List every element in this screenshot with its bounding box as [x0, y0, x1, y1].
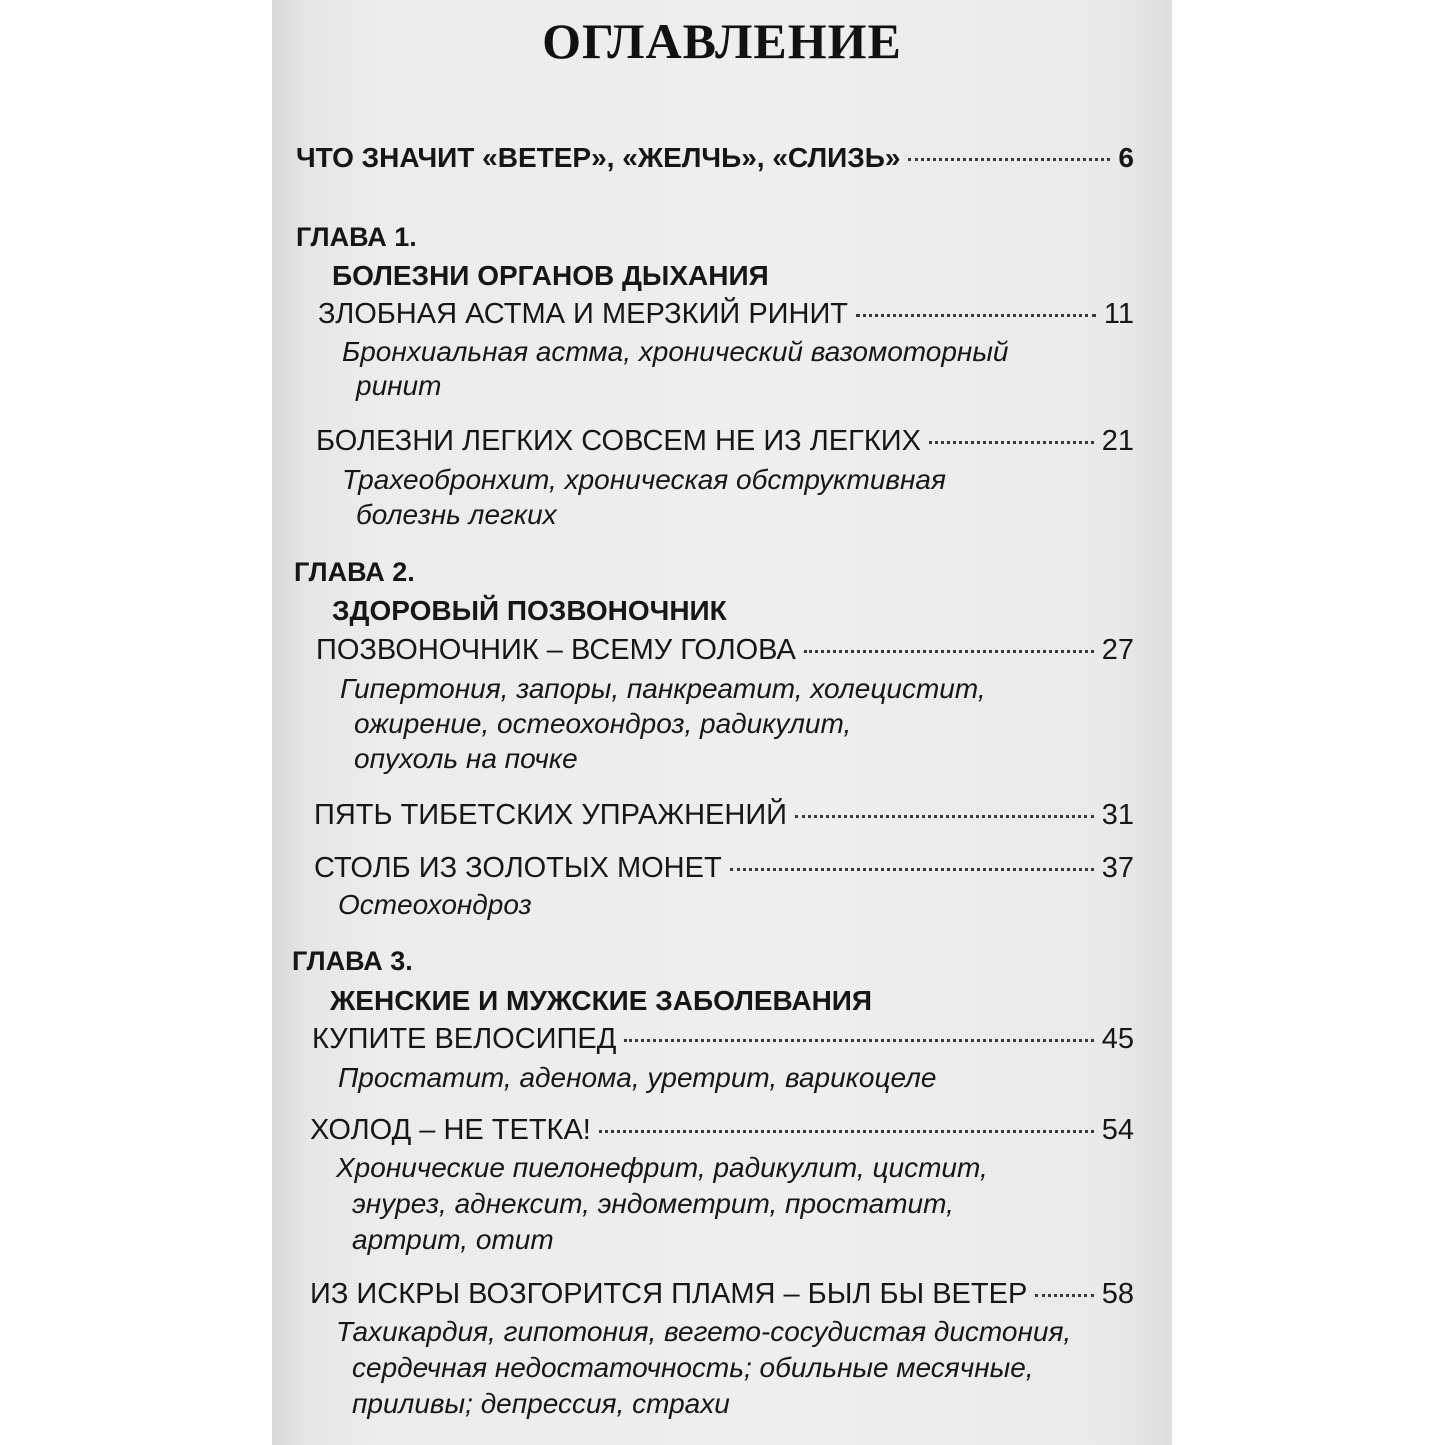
toc-entry [316, 425, 1134, 458]
toc-page-number: 27 [1101, 634, 1134, 666]
toc-entry [310, 1278, 1134, 1311]
dot-leader [1035, 1294, 1093, 1297]
toc-entry-description: ожирение, остеохондроз, радикулит, [354, 708, 852, 739]
toc-entry-description: опухоль на почке [354, 743, 578, 774]
toc-entry-description: сердечная недостаточность; обильные месячные, [352, 1352, 1034, 1383]
toc-entry-description: энурез, аднексит, эндометрит, простатит, [352, 1188, 954, 1219]
toc-entry-description: Тахикардия, гипотония, вегето-сосудистая дистония, [336, 1316, 1072, 1347]
chapter-number: ГЛАВА 3. [292, 946, 413, 976]
toc-entry-description: Гипертония, запоры, панкреатит, холецистит, [340, 673, 986, 704]
toc-entry [312, 1023, 1134, 1056]
toc-page-number: 11 [1103, 298, 1134, 330]
dot-leader [856, 314, 1096, 317]
dot-leader [795, 815, 1094, 818]
dot-leader [804, 650, 1094, 653]
chapter-title: БОЛЕЗНИ ОРГАНОВ ДЫХАНИЯ [332, 260, 769, 291]
dot-leader [908, 158, 1110, 161]
toc-entry-label: КУПИТЕ ВЕЛОСИПЕД [312, 1023, 617, 1055]
dot-leader [599, 1130, 1094, 1133]
chapter-title: ЗДОРОВЫЙ ПОЗВОНОЧНИК [332, 595, 727, 626]
chapter-number: ГЛАВА 2. [294, 557, 415, 587]
toc-page-number: 21 [1101, 425, 1134, 457]
toc-entry-label: ПОЗВОНОЧНИК – ВСЕМУ ГОЛОВА [316, 634, 796, 666]
toc-entry-label: СТОЛБ ИЗ ЗОЛОТЫХ МОНЕТ [314, 852, 722, 884]
page-title: ОГЛАВЛЕНИЕ [542, 13, 902, 69]
toc-entry-description: Трахеобронхит, хроническая обструктивная [342, 464, 946, 495]
toc-entry-label: ИЗ ИСКРЫ ВОЗГОРИТСЯ ПЛАМЯ – БЫЛ БЫ ВЕТЕР [310, 1278, 1028, 1310]
chapter-title: ЖЕНСКИЕ И МУЖСКИЕ ЗАБОЛЕВАНИЯ [330, 985, 873, 1016]
toc-entry-label: БОЛЕЗНИ ЛЕГКИХ СОВСЕМ НЕ ИЗ ЛЕГКИХ [316, 425, 921, 457]
toc-page-number: 58 [1101, 1278, 1134, 1310]
toc-entry-label: ЗЛОБНАЯ АСТМА И МЕРЗКИЙ РИНИТ [318, 298, 849, 330]
toc-entry-intro [296, 142, 1134, 174]
toc-entry-description: Хронические пиелонефрит, радикулит, цистит, [336, 1152, 988, 1183]
toc-entry-description: приливы; депрессия, страхи [352, 1388, 730, 1419]
dot-leader [730, 868, 1094, 871]
toc-entry-description: болезнь легких [356, 499, 557, 530]
toc-entry-label: ХОЛОД – НЕ ТЕТКА! [310, 1114, 591, 1146]
toc-entry [318, 298, 1134, 331]
toc-entry-description: Бронхиальная астма, хронический вазомоторный [342, 336, 1009, 367]
toc-entry-description: Остеохондроз [338, 889, 532, 920]
toc-entry [316, 634, 1134, 667]
toc-page-number: 54 [1101, 1114, 1134, 1146]
toc-page-number: 6 [1118, 142, 1134, 173]
toc-entry-description: артрит, отит [352, 1224, 554, 1255]
toc-entry-description: Простатит, аденома, уретрит, варикоцеле [338, 1062, 937, 1093]
toc-entry-label: ЧТО ЗНАЧИТ «ВЕТЕР», «ЖЕЛЧЬ», «СЛИЗЬ» [296, 142, 901, 173]
toc-entry-label: ПЯТЬ ТИБЕТСКИХ УПРАЖНЕНИЙ [314, 799, 788, 831]
book-page [272, 0, 1172, 1445]
chapter-number: ГЛАВА 1. [296, 222, 417, 252]
toc-page-number: 37 [1101, 852, 1134, 884]
toc-entry-description: ринит [356, 370, 442, 401]
toc-entry [314, 799, 1134, 832]
dot-leader [929, 441, 1094, 444]
dot-leader [624, 1039, 1093, 1042]
toc-entry [310, 1114, 1134, 1147]
toc-entry [314, 852, 1134, 885]
toc-page-number: 31 [1101, 799, 1134, 831]
toc-page-number: 45 [1101, 1023, 1134, 1055]
